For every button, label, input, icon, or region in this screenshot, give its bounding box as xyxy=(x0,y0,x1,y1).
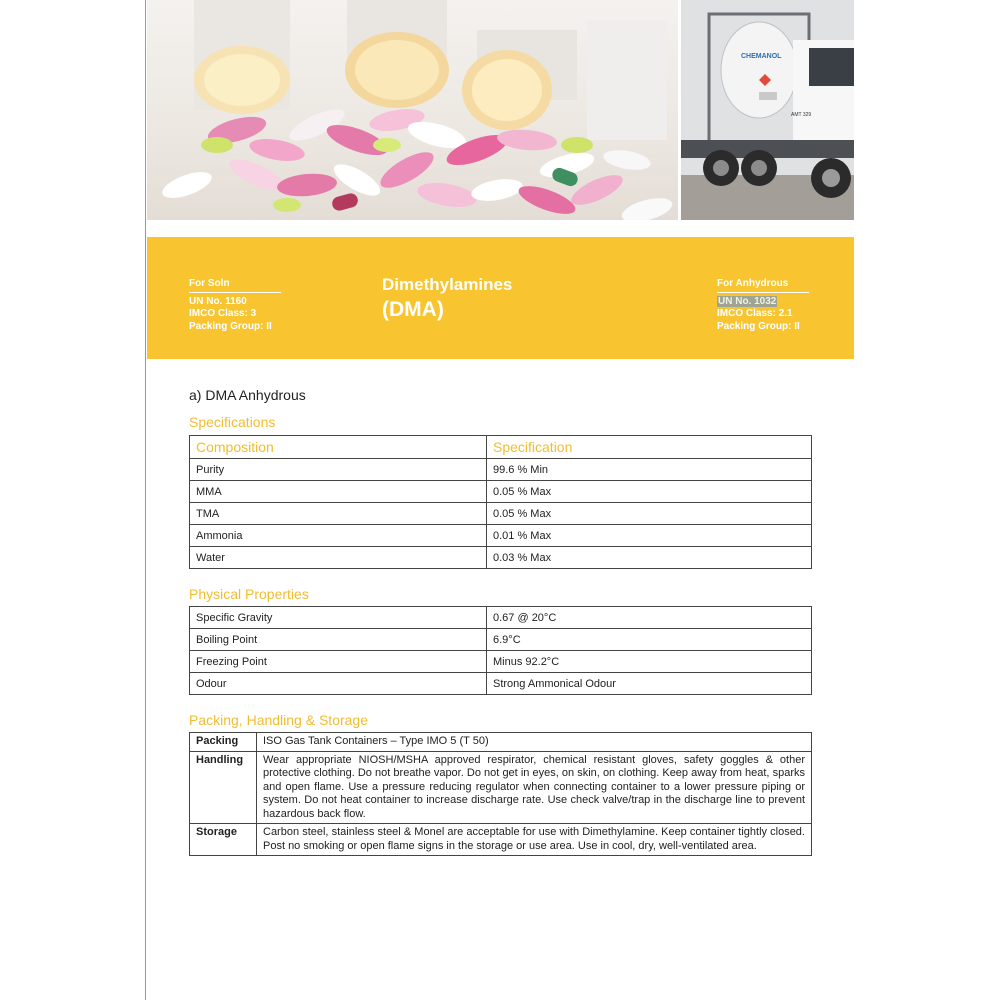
handling-text: Wear appropriate NIOSH/MSHA approved respirator, chemical resistant gloves, safety goggles & other protective clothing. Do not breathe vapor. Do not get in eyes, on skin, on clothing. Keep away from heat, sparks and open flame. Use a pressure reducing regulator when connecting container to a lower pressure piping or system. Do not heat container to increase discharge rate. Use check valve/trap in the discharge line to prevent hazardous back flow. xyxy=(257,751,812,824)
table-header-row xyxy=(190,436,812,459)
table-row xyxy=(190,751,812,824)
tank-brand: CHEMANOL xyxy=(741,53,782,60)
spec-name: Purity xyxy=(190,459,487,481)
soln-heading: For Soln xyxy=(189,278,281,293)
anhydrous-packing-group: Packing Group: II xyxy=(717,320,800,332)
physical-properties-table xyxy=(189,606,812,695)
specifications-heading: Specifications xyxy=(189,414,276,430)
un-no-highlight: UN No. 1032 xyxy=(718,295,777,307)
bottle-2 xyxy=(345,0,449,108)
table-row xyxy=(190,629,812,651)
physical-properties-heading: Physical Properties xyxy=(189,586,309,602)
packing-heading: Packing, Handling & Storage xyxy=(189,712,368,728)
table-row xyxy=(190,607,812,629)
bottle-3 xyxy=(462,20,667,140)
storage-label: Storage xyxy=(190,824,257,856)
packing-label: Packing xyxy=(190,733,257,752)
table-row xyxy=(190,525,812,547)
spec-value: 99.6 % Min xyxy=(487,459,812,481)
product-title xyxy=(382,275,512,323)
packing-table xyxy=(189,732,812,856)
soln-un-no: UN No. 1160 xyxy=(189,295,247,307)
property-value: Minus 92.2°C xyxy=(487,651,812,673)
storage-text: Carbon steel, stainless steel & Monel are acceptable for use with Dimethylamine. Keep container tightly closed. Post no smoking or open flame signs in the storage or use area. Use in cool, dry, well-ventilated area. xyxy=(257,824,812,856)
spec-value: 0.05 % Max xyxy=(487,481,812,503)
property-value: Strong Ammonical Odour xyxy=(487,673,812,695)
product-title-line1: Dimethylamines xyxy=(382,275,513,294)
property-name: Boiling Point xyxy=(190,629,487,651)
anhydrous-un-no xyxy=(717,296,809,309)
table-row xyxy=(190,503,812,525)
spec-name: Ammonia xyxy=(190,525,487,547)
section-subtitle: a) DMA Anhydrous xyxy=(189,387,306,403)
truck-plate: AMT 329 xyxy=(791,112,812,118)
soln-info xyxy=(189,278,281,333)
anhydrous-info xyxy=(717,278,809,333)
soln-packing-group: Packing Group: II xyxy=(189,320,272,332)
table-row xyxy=(190,673,812,695)
spec-value: 0.03 % Max xyxy=(487,547,812,569)
product-banner xyxy=(147,237,854,359)
packing-text: ISO Gas Tank Containers – Type IMO 5 (T 50) xyxy=(257,733,812,752)
table-row xyxy=(190,824,812,856)
pills-photo xyxy=(147,0,678,220)
anhydrous-imco-class: IMCO Class: 2.1 xyxy=(717,308,793,319)
truck-photo xyxy=(681,0,854,220)
table-row xyxy=(190,547,812,569)
composition-header: Composition xyxy=(190,436,487,459)
property-value: 0.67 @ 20°C xyxy=(487,607,812,629)
soln-imco-class: IMCO Class: 3 xyxy=(189,308,257,319)
bottle-1 xyxy=(194,0,290,114)
spec-value: 0.05 % Max xyxy=(487,503,812,525)
specification-header: Specification xyxy=(487,436,812,459)
spec-name: MMA xyxy=(190,481,487,503)
spec-name: Water xyxy=(190,547,487,569)
property-value: 6.9°C xyxy=(487,629,812,651)
table-row xyxy=(190,733,812,752)
property-name: Odour xyxy=(190,673,487,695)
spec-name: TMA xyxy=(190,503,487,525)
product-title-line2: (DMA) xyxy=(382,298,444,321)
table-row xyxy=(190,481,812,503)
handling-label: Handling xyxy=(190,751,257,824)
table-row xyxy=(190,651,812,673)
specifications-table xyxy=(189,435,812,569)
table-row xyxy=(190,459,812,481)
property-name: Freezing Point xyxy=(190,651,487,673)
property-name: Specific Gravity xyxy=(190,607,487,629)
spec-value: 0.01 % Max xyxy=(487,525,812,547)
anhydrous-heading: For Anhydrous xyxy=(717,278,809,293)
page-edge xyxy=(145,0,146,1000)
